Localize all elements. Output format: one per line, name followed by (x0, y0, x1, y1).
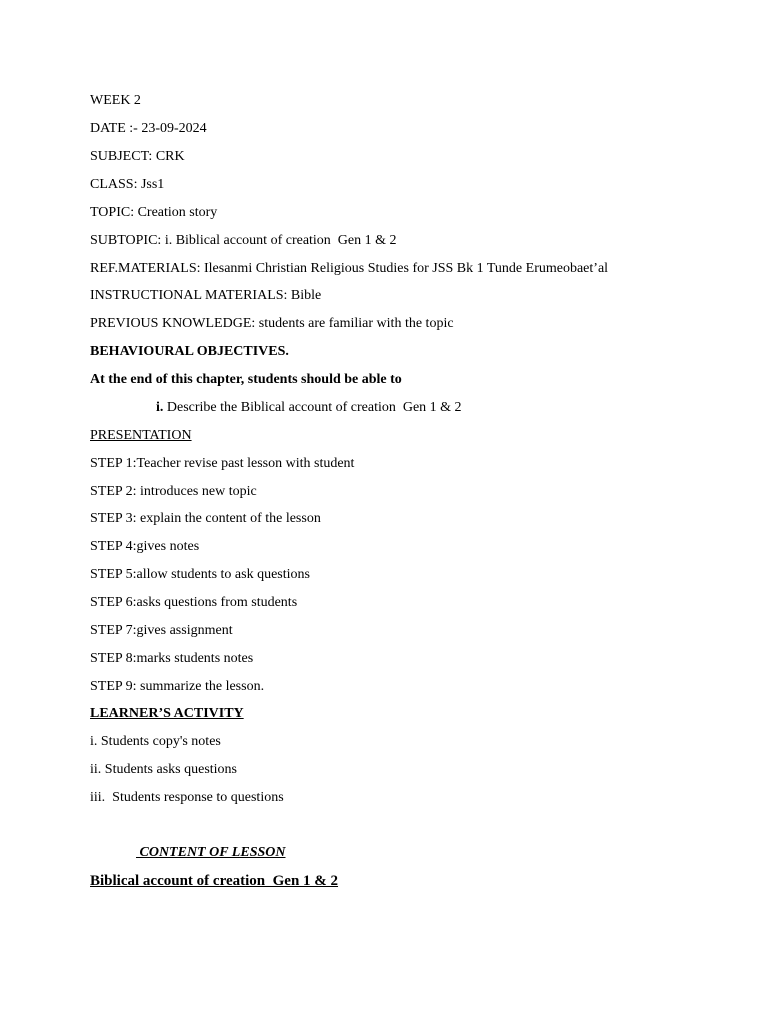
objectives-heading: BEHAVIOURAL OBJECTIVES. (90, 344, 289, 359)
activity-item: i. Students copy's notes (90, 734, 221, 749)
step-line: STEP 7:gives assignment (90, 623, 233, 638)
presentation-heading: PRESENTATION (90, 428, 192, 443)
topic-line: TOPIC: Creation story (90, 205, 218, 220)
week-line: WEEK 2 (90, 93, 141, 108)
step-line: STEP 6:asks questions from students (90, 595, 298, 610)
objectives-intro: At the end of this chapter, students should be able to (90, 372, 402, 387)
learners-activity-heading: LEARNER’S ACTIVITY (90, 706, 244, 721)
ref-materials-line: REF.MATERIALS: Ilesanmi Christian Religious Studies for JSS Bk 1 Tunde Erumeobaet’al (90, 261, 609, 276)
date-line: DATE :- 23-09-2024 (90, 121, 207, 136)
instructional-materials-line: INSTRUCTIONAL MATERIALS: Bible (90, 288, 322, 303)
objective-text: Describe the Biblical account of creation Gen 1 & 2 (163, 400, 462, 415)
class-line: CLASS: Jss1 (90, 177, 165, 192)
step-line: STEP 3: explain the content of the lesson (90, 511, 321, 526)
step-line: STEP 8:marks students notes (90, 651, 254, 666)
step-line: STEP 4:gives notes (90, 539, 200, 554)
objective-marker: i. (156, 400, 164, 415)
step-line: STEP 5:allow students to ask questions (90, 567, 310, 582)
activity-item: ii. Students asks questions (90, 762, 238, 777)
step-line: STEP 2: introduces new topic (90, 484, 257, 499)
objective-item (156, 399, 462, 417)
content-heading: CONTENT OF LESSON (136, 845, 286, 860)
activity-item: iii. Students response to questions (90, 790, 284, 805)
subtopic-line: SUBTOPIC: i. Biblical account of creation Gen 1 & 2 (90, 233, 397, 248)
content-title: Biblical account of creation Gen 1 & 2 (90, 873, 339, 889)
previous-knowledge-line: PREVIOUS KNOWLEDGE: students are familiar with the topic (90, 316, 454, 331)
step-line: STEP 1:Teacher revise past lesson with student (90, 456, 355, 471)
step-line: STEP 9: summarize the lesson. (90, 679, 265, 694)
subject-line: SUBJECT: CRK (90, 149, 185, 164)
